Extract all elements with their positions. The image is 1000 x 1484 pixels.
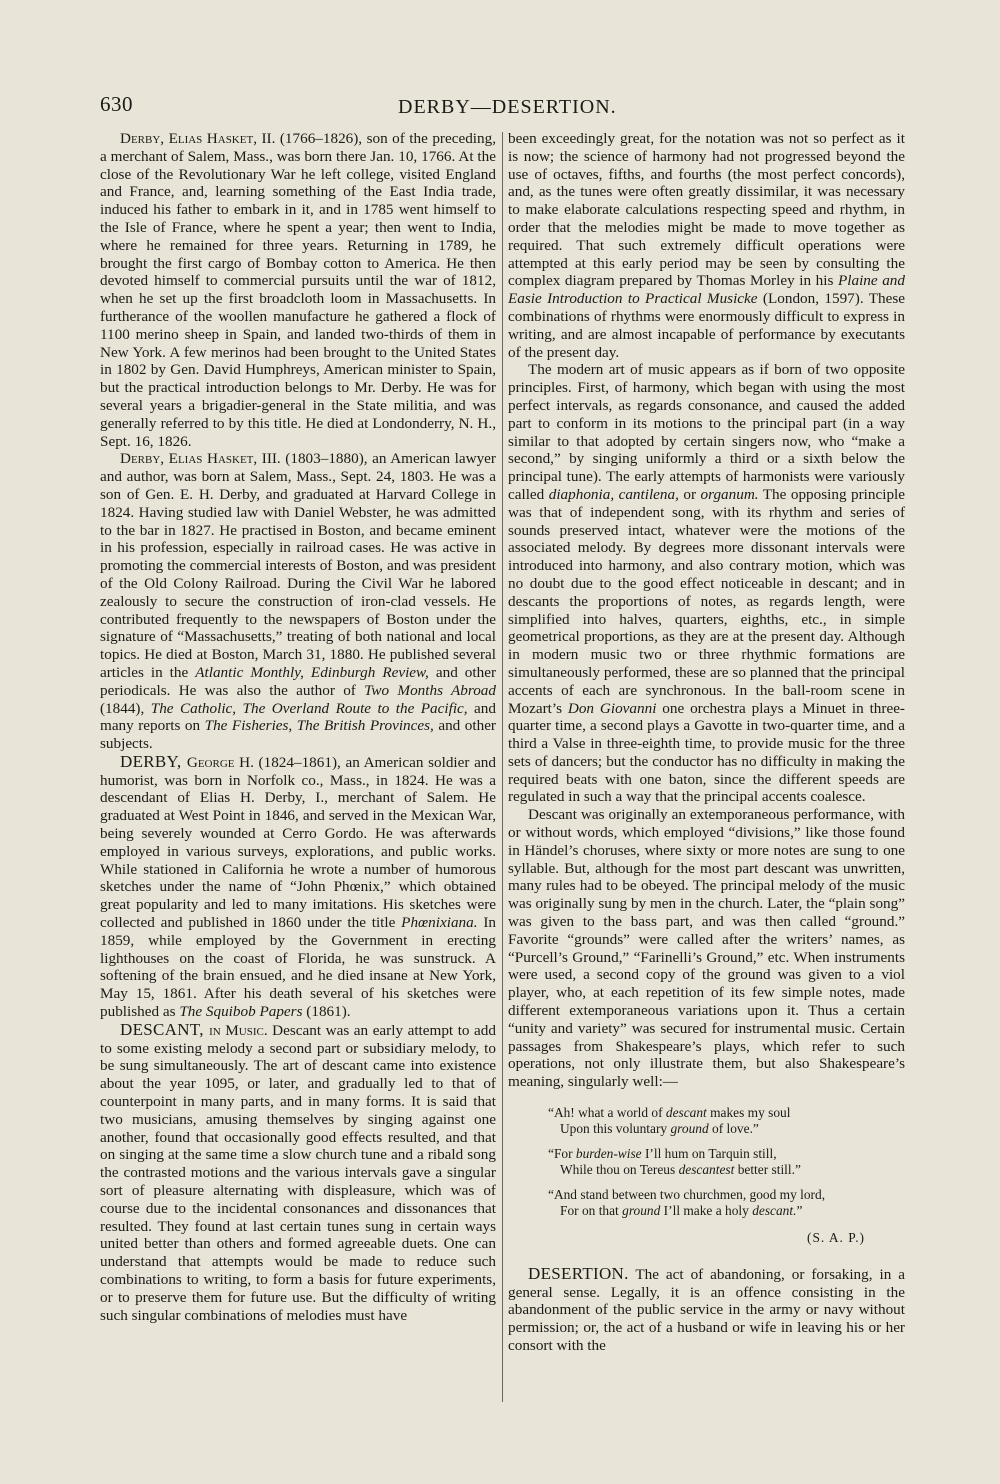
quote-3: [548, 1187, 905, 1219]
entry-text: The act of abandoning, or forsaking, in a general sense. Legally, it is an offence consisting in the abandonment of the public service in the army or navy without permission; or, the act of a husband or wife in leaving his or her consort with the: [508, 1265, 905, 1355]
left-column: [100, 130, 496, 1324]
quote-text: “Ah! what a world of: [548, 1105, 666, 1121]
italic-title: Don Giovanni: [567, 699, 657, 717]
headword: Derby, Elias Hasket, II.: [120, 130, 276, 147]
italic-title: The Squibob Papers: [179, 1003, 303, 1021]
quote-text: “For: [548, 1146, 576, 1162]
quote-text: For on that: [560, 1203, 623, 1219]
entry-text: been exceedingly great, for the notation was not so perfect as it is now; the science of harmony had not progressed beyond the use of octaves, fifths, and fourths (the most perfect concords), and, as the tunes were often greatly dissimilar, it was necessary to make elaborate calculations respecting speed and rhythm, in order that the melodies might be made to move together as required. That such extremely difficult operations were attempted at this early period may be seen by consulting the complex diagram prepared by Thomas Morley in his: [508, 130, 905, 290]
entry-text: and other periodicals. He was also the author of: [100, 663, 497, 699]
quote-italic: descant: [665, 1105, 707, 1121]
right-column: [508, 130, 905, 1355]
headword: DERBY,: [120, 751, 187, 771]
headword: DESCANT,: [120, 1019, 210, 1039]
quote-text: makes my soul: [706, 1105, 791, 1121]
entry-text: In 1859, while employed by the Government in erecting lighthouses on the coast of Florida, he was sunstruck. A softening of the brain ensued, and he died insane at New York, May 15, 1861. After his death several of his sketches were published as: [100, 914, 496, 1021]
shakespeare-quotes: [548, 1105, 905, 1219]
entry-text: (1803–1880), an American lawyer and author, was born at Salem, Mass., Sept. 24, 1803. He was a son of Gen. E. H. Derby, and graduated at Harvard College in 1824. Having studied law with Daniel Webster, he was admitted to the bar in 1827. He practised in Boston, and became eminent in his profession, especially in railroad cases. He was active in promoting the commercial interests of Boston, and was president of the Old Colony Railroad. During the Civil War he labored zealously to secure the construction of iron-clad vessels. He contributed frequently to the newspapers of Boston under the signature of “Massachusetts,” treating of both national and local topics. He died at Boston, March 31, 1880. He published several articles in the: [100, 450, 496, 681]
entry-text: or: [678, 485, 701, 503]
headword-subject: in Music.: [209, 1021, 268, 1039]
italic-title: Phœnixiana.: [401, 914, 478, 932]
quote-text: ”: [796, 1203, 803, 1219]
descant-continued: [508, 130, 905, 361]
entry-text: (1766–1826), son of the preceding, a merchant of Salem, Mass., was born there Jan. 10, 1766. At the close of the Revolutionary War he left college, visited England and France, and, learning something of the East India trade, induced his father to embark in it, and in 1785 went himself to the Isle of France, where he spent a year; then went to India, where he remained for three years. Returning in 1789, he brought the first cargo of Bombay cotton to America. He then devoted himself to commercial pursuits until the war of 1812, when he set up the first broadcloth loom in Massachusetts. In furtherance of the woollen manufacture he gathered a flock of 1100 merino sheep in Spain, and landed two-thirds of them in New York. A few merinos had been brought to the United States in 1802 by Gen. David Humphreys, American minister to Spain, but the practical introduction belongs to Mr. Derby. He was for several years a brigadier-general in the State militia, and was generally referred to by this title. He died at Londonderry, N. H., Sept. 16, 1826.: [100, 130, 496, 450]
descant-extemporaneous: [508, 806, 905, 1091]
quote-line-2: [548, 1203, 905, 1219]
headword: DESERTION.: [528, 1263, 629, 1283]
entry-text: Descant was originally an extemporaneous performance, with or without words, which employed “divisions,” like those found in Händel’s choruses, where sixty or more notes are sung to one syllable. But, although for the most part descant was unwritten, many rules had to be obeyed. The principal melody of the music was originally sung by men in the church. Later, the “plain song” was given to the bass part, and was then called “ground.” Favorite “grounds” were called after the writers’ names, as “Purcell’s Ground,” “Farinelli’s Ground,” etc. When instruments were used, a second copy of the ground was given to a viol player, who, at each repetition of its few simple notes, made different extemporaneous variations upon it. Thus a certain “unity and variety” was secured for instrumental music. Certain passages from Shakespeare’s plays, which refer to such operations, not only illustrate them, but also Shakespeare’s meaning, singularly well:—: [508, 806, 905, 1091]
quote-italic: descant.: [752, 1203, 797, 1219]
quote-text: I’ll hum on Tarquin still,: [641, 1146, 777, 1162]
italic-term: diaphonia, cantilena,: [548, 485, 679, 503]
entry-descant: [100, 1021, 496, 1325]
entry-text: (1844),: [100, 699, 151, 717]
quote-text: better still.”: [734, 1162, 801, 1178]
entry-desertion: [508, 1265, 905, 1355]
author-signature: (S. A. P.): [807, 1230, 865, 1246]
entry-text: and other subjects.: [100, 717, 496, 753]
italic-title: Plaine and Easie Introduction to Practical Musicke: [508, 272, 905, 308]
quote-text: Upon this voluntary: [560, 1121, 671, 1137]
entry-derby-elias-ii: [100, 130, 496, 450]
quote-2: [548, 1146, 905, 1178]
running-head: DERBY—DESERTION.: [398, 96, 617, 118]
quote-line-2: [548, 1121, 905, 1137]
entry-text: (1824–1861), an American soldier and humorist, was born in Norfolk co., Mass., in 1824. He was a descendant of Elias H. Derby, I., merchant of Salem. He graduated at West Point in 1846, and served in the Mexican War, being severely wounded at Cerro Gordo. He was afterwards employed in various surveys, explorations, and public works. While stationed in California he wrote a number of humorous sketches under the name of “John Phœnix,” which obtained great popularity and led to many imitations. His sketches were collected and published in 1860 under the title: [100, 753, 496, 932]
quote-text: I’ll make a holy: [660, 1203, 753, 1219]
entry-text: The opposing principle was that of independent song, with its rhythm and series of sounds preserved intact, whatever were the motions of the associated melody. By degrees more dissonant intervals were introduced into harmony, and also contrary motion, which was no doubt due to the good effect noticeable in descant; and in descants the proportions of notes, as regards length, were simplified into halves, quarters, eighths, etc., in simple geometrical proportions, as they are at the present day. Although in modern music two or three rhythmic formations are simultaneously performed, these are so planned that the principal accents of each are synchronous. In the ball-room scene in Mozart’s: [508, 485, 905, 717]
quote-line-2: [548, 1162, 905, 1178]
italic-term: organum.: [700, 485, 759, 503]
descant-modern-art: [508, 361, 905, 806]
quote-text: “And stand between two churchmen, good my lord,: [548, 1187, 826, 1203]
italic-title: Two Months Abroad: [364, 681, 496, 699]
headword: Derby, Elias Hasket, III.: [120, 450, 281, 468]
quote-italic: ground: [670, 1121, 709, 1137]
entry-text: and many reports on: [100, 699, 496, 735]
italic-title: The Catholic, The Overland Route to the Pacific,: [150, 699, 468, 717]
entry-text: (London, 1597). These combinations of rhythms were enormously difficult to express in writing, and are almost incapable of performance by executants of the present day.: [508, 290, 905, 361]
quote-1: [548, 1105, 905, 1137]
quote-text: of love.”: [708, 1121, 759, 1137]
quote-italic: descantest: [678, 1162, 735, 1178]
page-number: 630: [100, 92, 133, 116]
entry-text: one orchestra plays a Minuet in three-quarter time, a second plays a Gavotte in two-quarter time, and a third a Valse in three-eighth time, to provide music for the three sets of dancers; but the conductor has no difficulty in making the required beats with one baton, since the different speeds are regulated in such a way that the principal accents coalesce.: [508, 699, 905, 806]
italic-title: The Fisheries, The British Provinces,: [204, 717, 434, 735]
entry-text: The modern art of music appears as if born of two opposite principles. First, of harmony, which began with using the most perfect intervals, as regards consonance, and caused the added part to conform in its motions to the principal part (in a way similar to that adopted by certain singers now, who “make a second,” by singing uniformly a third or a sixth below the principal tune). The early attempts of harmonists were variously called: [508, 361, 905, 503]
quote-italic: ground: [622, 1203, 661, 1219]
entry-derby-george: [100, 753, 496, 1021]
italic-title: Atlantic Monthly, Edinburgh Review,: [195, 663, 429, 681]
entry-text: Descant was an early attempt to add to some existing melody a second part or subsidiary melody, to be sung simultaneously. The art of descant came into existence about the year 1095, or later, and gradually led to that of counterpoint in many parts, and in many forms. It is said that two musicians, amusing themselves by singing against one another, found that occasionally good effects resulted, and that on singing at the same time a slow church tune and a ribald song the contrasted motions and the various intervals gave a singular sort of pleasure alternating with displeasure, which was of course due to the incidental consonances and dissonances that resulted. They found at last certain tunes sung in certain ways united better than others and formed agreeable duets. One can understand that attempts would be made to reduce such combinations to writing, to form a basis for future experiments, or to preserve them for future use. But the difficulty of writing such singular combinations of melodies must have: [100, 1021, 496, 1324]
headword-name: George H.: [186, 753, 254, 771]
quote-text: While thou on Tereus: [560, 1162, 679, 1178]
column-rule: [502, 132, 503, 1402]
entry-derby-elias-iii: [100, 450, 496, 753]
entry-text: (1861).: [302, 1003, 351, 1021]
quote-italic: burden-wise: [575, 1146, 642, 1162]
